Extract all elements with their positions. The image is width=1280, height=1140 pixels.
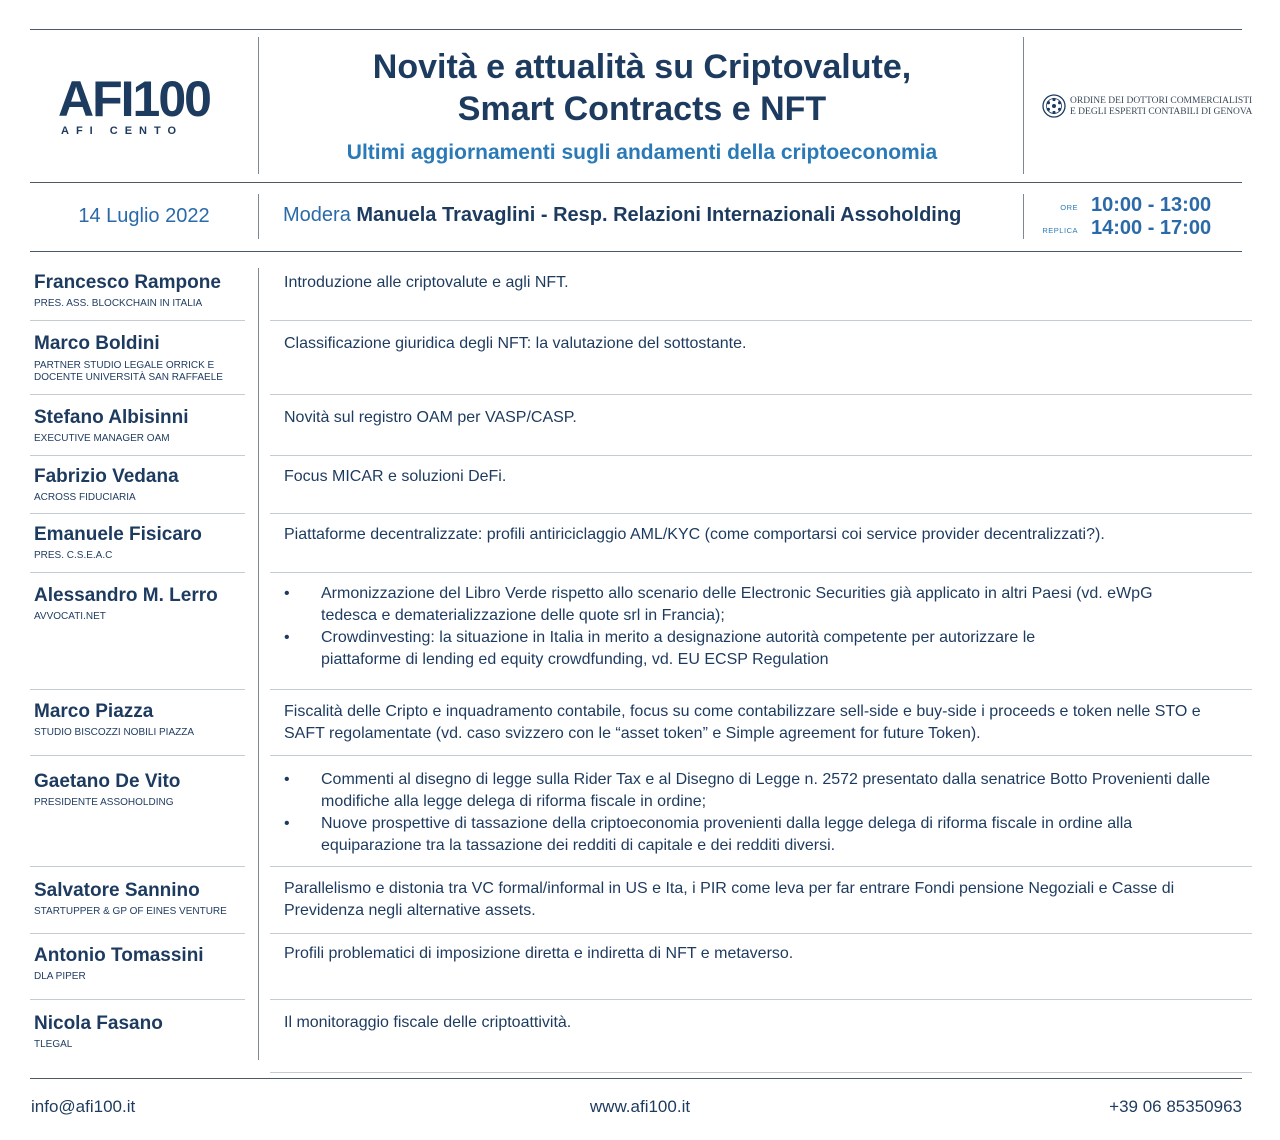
page-title bbox=[262, 46, 1022, 130]
event-date: 14 Luglio 2022 bbox=[78, 205, 210, 227]
title-line-2: Smart Contracts e NFT bbox=[457, 90, 827, 128]
ore-label: ORE bbox=[1060, 203, 1078, 212]
speaker-topic: Focus MICAR e soluzioni DeFi. bbox=[284, 468, 507, 485]
speaker-role: PARTNER STUDIO LEGALE ORRICK E DOCENTE UNIVERSITÀ SAN RAFFAELE bbox=[34, 360, 223, 383]
seal-icon bbox=[1042, 94, 1066, 118]
footer-website[interactable]: www.afi100.it bbox=[589, 1097, 691, 1116]
odcec-line-1: ORDINE DEI DOTTORI COMMERCIALISTI bbox=[1070, 96, 1253, 106]
row-separator-right bbox=[270, 320, 1252, 321]
logo-wordmark: AFI100 bbox=[58, 71, 210, 127]
speaker-role: TLEGAL bbox=[34, 1039, 73, 1050]
odcec-logo bbox=[1040, 94, 1253, 124]
moderator-name: Manuela Travaglini - Resp. Relazioni Internazionali Assoholding bbox=[356, 204, 962, 226]
page-subtitle: Ultimi aggiornamenti sugli andamenti della criptoeconomia bbox=[346, 141, 938, 164]
speaker-topic: Profili problematici di imposizione diretta e indiretta di NFT e metaverso. bbox=[284, 945, 794, 962]
speaker-name: Stefano Albisinni bbox=[34, 407, 189, 428]
info-rule bbox=[30, 251, 1242, 252]
speakers-divider bbox=[258, 268, 259, 1060]
topic-bullet: • Nuove prospettive di tassazione della criptoeconomia provenienti dalla legge delega di riforma fiscale in ordine alla equiparazione tra la tassazione dei redditi di capitale e dei redditi diversi. bbox=[284, 813, 1234, 857]
row-separator-left bbox=[30, 572, 245, 573]
header-rule bbox=[30, 182, 1242, 183]
moderator-line bbox=[283, 204, 961, 227]
row-separator-right bbox=[270, 755, 1252, 756]
row-separator-right bbox=[270, 455, 1252, 456]
speaker-topic: Novità sul registro OAM per VASP/CASP. bbox=[284, 409, 577, 426]
header-divider-left bbox=[258, 37, 259, 174]
row-separator-right bbox=[270, 1072, 1252, 1073]
time-row-ore bbox=[1040, 194, 1240, 217]
speaker-role: DLA PIPER bbox=[34, 971, 86, 982]
row-separator-left bbox=[30, 866, 245, 867]
event-times bbox=[1040, 194, 1240, 240]
row-separator-right bbox=[270, 689, 1252, 690]
speaker-topic-bullets bbox=[284, 583, 1204, 671]
speaker-role: STARTUPPER & GP OF EINES VENTURE bbox=[34, 906, 227, 917]
speaker-role: PRESIDENTE ASSOHOLDING bbox=[34, 797, 174, 808]
row-separator-left bbox=[30, 933, 245, 934]
info-divider-left bbox=[258, 194, 259, 239]
modera-label: Modera bbox=[283, 204, 351, 226]
speaker-role: PRES. ASS. BLOCKCHAIN IN ITALIA bbox=[34, 298, 203, 309]
speaker-topic: Parallelismo e distonia tra VC formal/informal in US e Ita, i PIR come leva per far entrare Fondi pensione Negoziali e Casse di Previdenza negli alternative assets. bbox=[284, 880, 1175, 919]
speaker-topic: Classificazione giuridica degli NFT: la valutazione del sottostante. bbox=[284, 335, 747, 352]
ore-time: 10:00 - 13:00 bbox=[1091, 194, 1212, 216]
footer-rule bbox=[30, 1078, 1242, 1079]
odcec-line-2: E DEGLI ESPERTI CONTABILI DI GENOVA bbox=[1070, 107, 1253, 117]
row-separator-left bbox=[30, 755, 245, 756]
footer-phone[interactable]: +39 06 85350963 bbox=[1109, 1097, 1242, 1116]
row-separator-right bbox=[270, 572, 1252, 573]
row-separator-left bbox=[30, 320, 245, 321]
speaker-topic: Introduzione alle criptovalute e agli NFT. bbox=[284, 274, 569, 291]
speaker-name: Fabrizio Vedana bbox=[34, 466, 179, 487]
row-separator-left bbox=[30, 689, 245, 690]
speaker-name: Marco Piazza bbox=[34, 701, 154, 722]
row-separator-right bbox=[270, 999, 1252, 1000]
logo-subtitle: AFI CENTO bbox=[61, 125, 184, 137]
speaker-name: Marco Boldini bbox=[34, 333, 160, 354]
row-separator-right bbox=[270, 866, 1252, 867]
row-separator-right bbox=[270, 933, 1252, 934]
speaker-name: Alessandro M. Lerro bbox=[34, 585, 218, 606]
afi100-logo bbox=[58, 72, 218, 142]
replica-time: 14:00 - 17:00 bbox=[1091, 217, 1212, 239]
row-separator-left bbox=[30, 394, 245, 395]
topic-bullet: • Armonizzazione del Libro Verde rispetto allo scenario delle Electronic Securities già applicato in altri Paesi (vd. eWpG tedesca e dematerializzazione delle quote srl in Francia); bbox=[284, 583, 1204, 627]
speaker-role: AVVOCATI.NET bbox=[34, 611, 106, 622]
speaker-name: Nicola Fasano bbox=[34, 1013, 163, 1034]
row-separator-left bbox=[30, 455, 245, 456]
speaker-name: Salvatore Sannino bbox=[34, 880, 200, 901]
row-separator-right bbox=[270, 394, 1252, 395]
row-separator-left bbox=[30, 513, 245, 514]
speaker-topic: Il monitoraggio fiscale delle criptoattività. bbox=[284, 1014, 572, 1031]
time-row-replica bbox=[1040, 217, 1240, 240]
topic-bullet: • Crowdinvesting: la situazione in Italia in merito a designazione autorità competente per autorizzare le piattaforme di lending ed equity crowdfunding, vd. EU ECSP Regulation bbox=[284, 627, 1204, 671]
speaker-topic: Piattaforme decentralizzate: profili antiriciclaggio AML/KYC (come comportarsi coi service provider decentralizzati?). bbox=[284, 526, 1105, 543]
row-separator-right bbox=[270, 513, 1252, 514]
speaker-role: ACROSS FIDUCIARIA bbox=[34, 492, 136, 503]
top-rule bbox=[30, 29, 1242, 30]
topic-bullet: • Commenti al disegno di legge sulla Rider Tax e al Disegno di Legge n. 2572 presentato dalla senatrice Botto Provenienti dalle modifiche alla legge delega di riforma fiscale in ordine; bbox=[284, 769, 1234, 813]
speaker-role: PRES. C.S.E.A.C bbox=[34, 550, 113, 561]
header-divider-right bbox=[1023, 37, 1024, 174]
replica-label: REPLICA bbox=[1042, 226, 1078, 235]
speaker-role: STUDIO BISCOZZI NOBILI PIAZZA bbox=[34, 727, 195, 738]
speaker-name: Gaetano De Vito bbox=[34, 771, 181, 792]
row-separator-left bbox=[30, 999, 245, 1000]
footer-email[interactable]: info@afi100.it bbox=[31, 1097, 136, 1116]
odcec-name bbox=[1070, 96, 1252, 118]
footer-website-wrap bbox=[0, 1097, 1280, 1117]
speaker-role: EXECUTIVE MANAGER OAM bbox=[34, 433, 170, 444]
speaker-topic: Fiscalità delle Cripto e inquadramento contabile, focus su come contabilizzare sell-side e buy-side i proceeds e token nelle STO e SAFT regolamentate (vd. caso svizzero con le “asset token” e Simple agreement for future Token). bbox=[284, 703, 1201, 742]
speaker-name: Emanuele Fisicaro bbox=[34, 524, 202, 545]
title-line-1: Novità e attualità su Criptovalute, bbox=[372, 48, 912, 86]
speaker-name: Francesco Rampone bbox=[34, 272, 221, 293]
info-divider-right bbox=[1023, 194, 1024, 239]
speaker-topic-bullets bbox=[284, 769, 1234, 857]
speaker-name: Antonio Tomassini bbox=[34, 945, 204, 966]
